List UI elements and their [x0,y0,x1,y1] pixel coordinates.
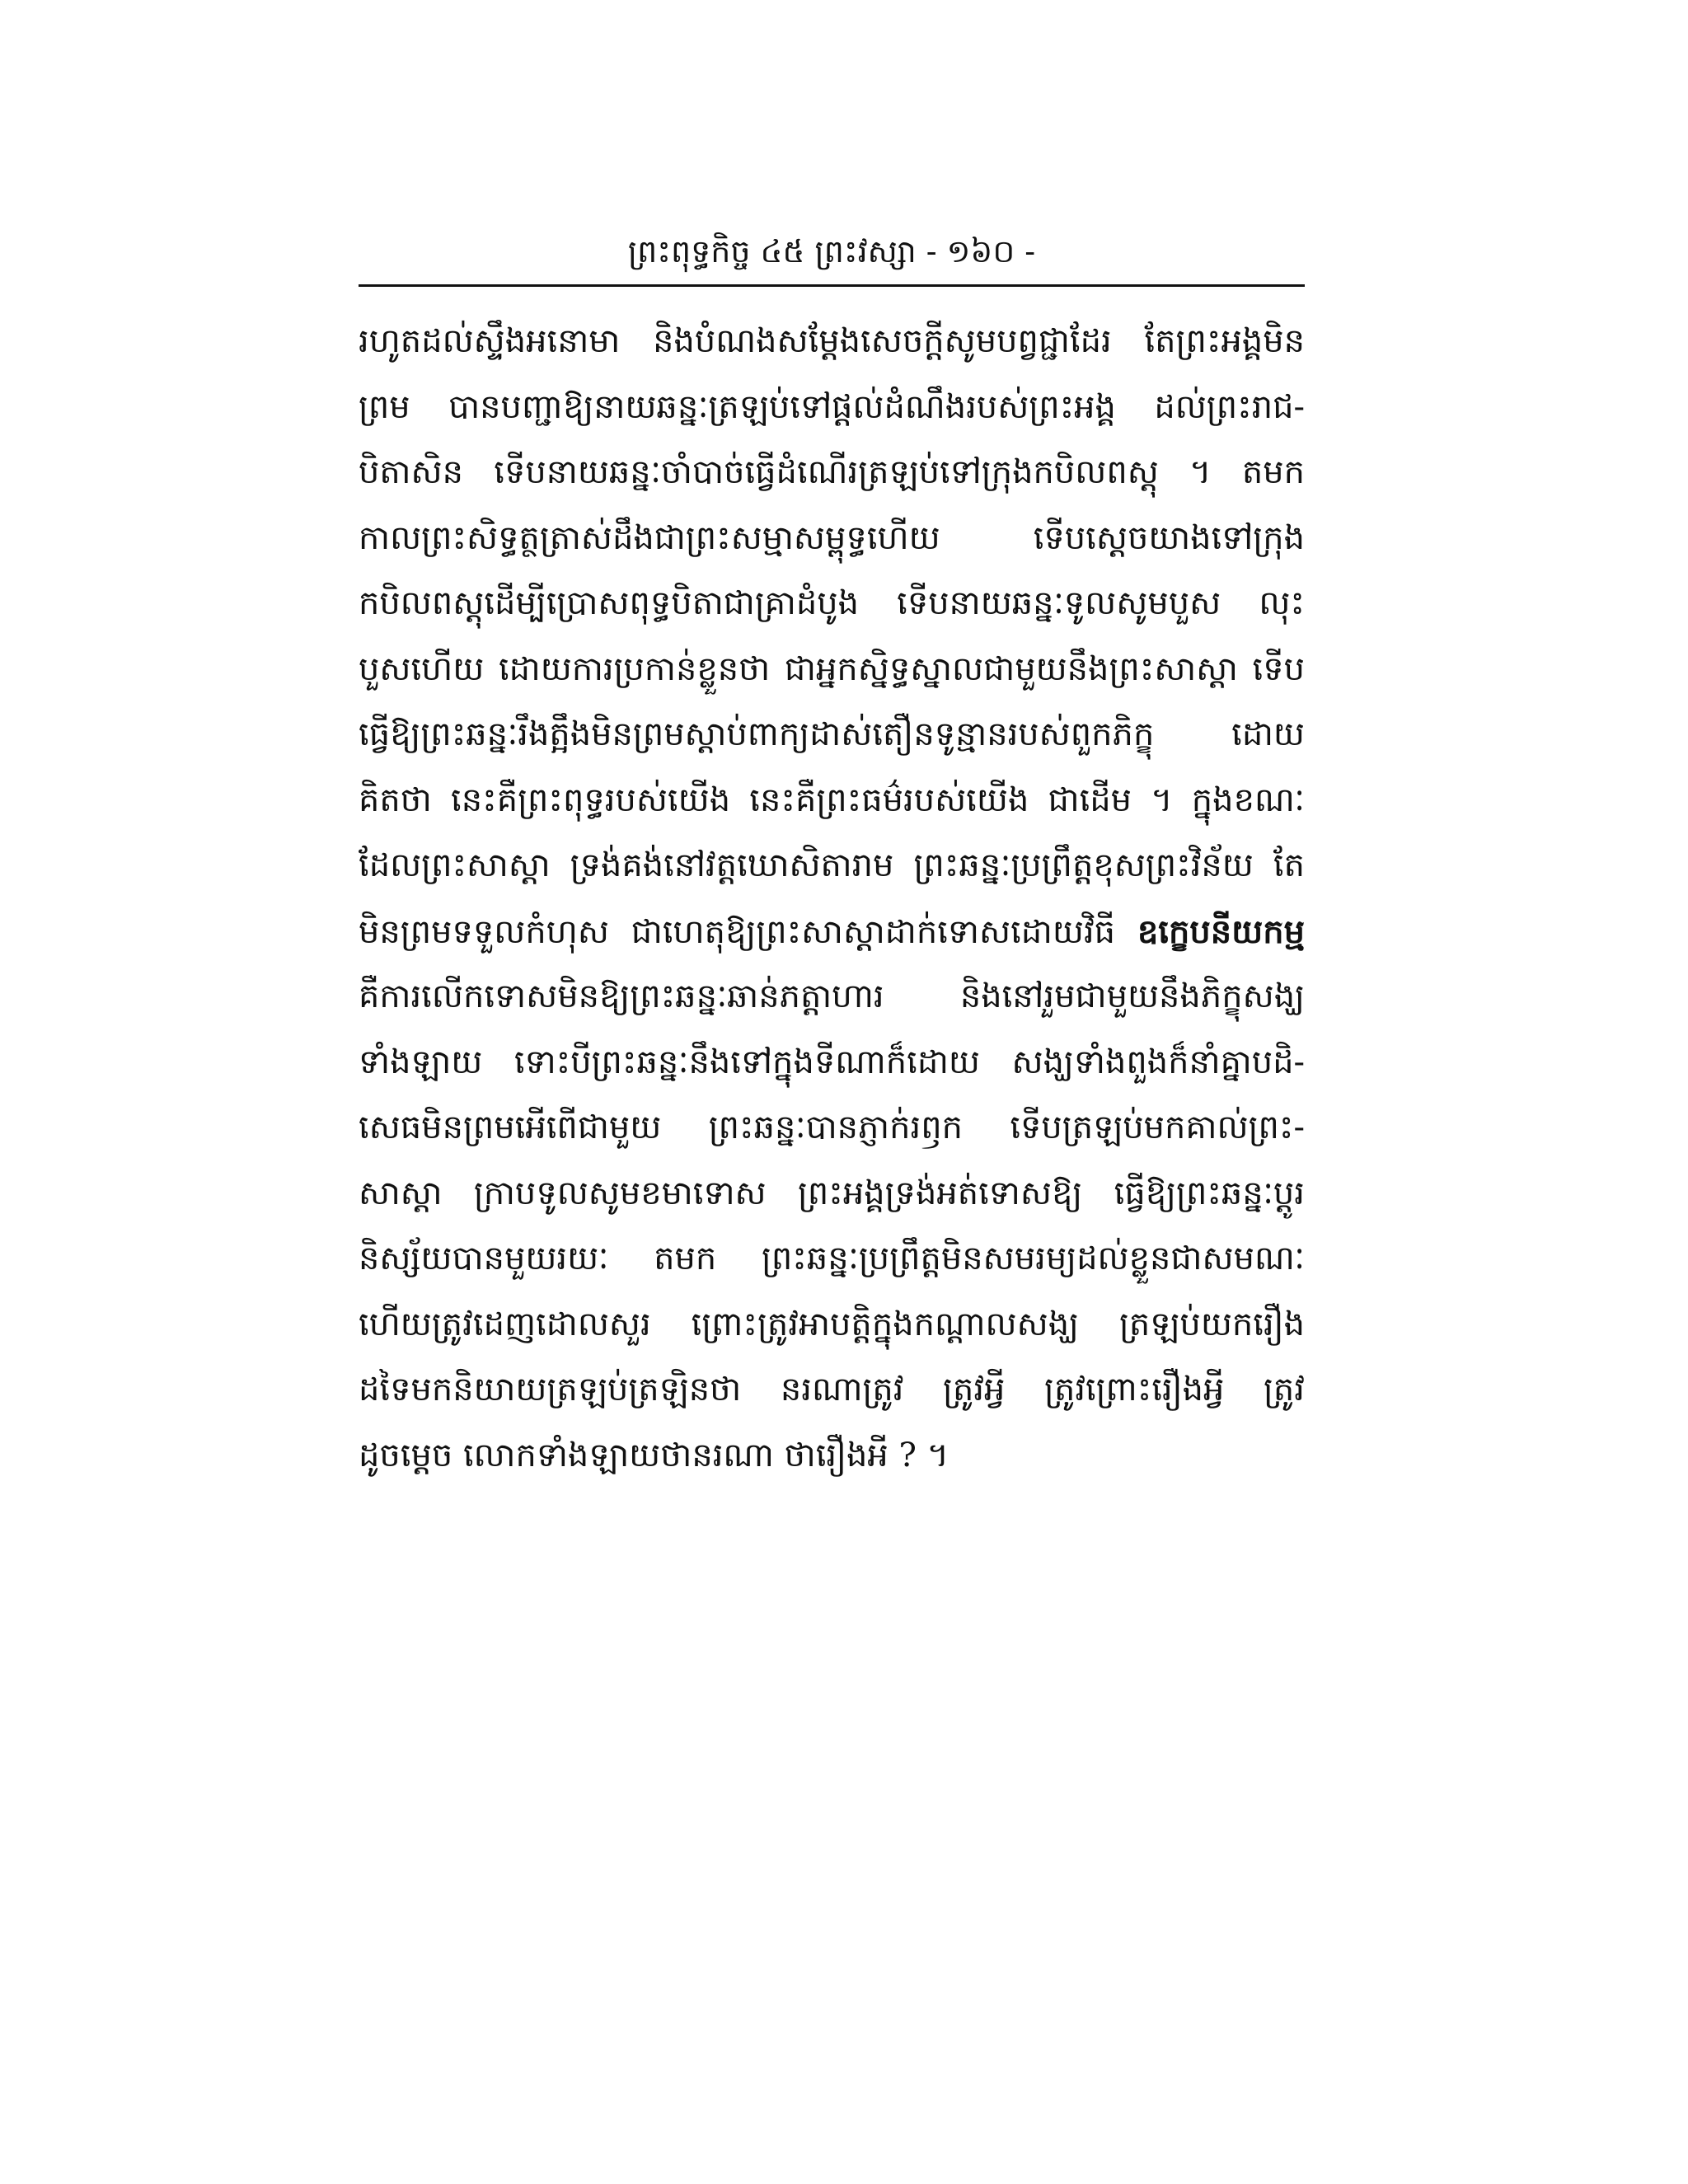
paragraph-line: ដទៃមកនិយាយត្រឡប់ត្រឡិនថា នរណាត្រូវ ត្រូវអ្វី ត្រូវព្រោះរឿងអ្វី ត្រូវ [359,1371,1305,1408]
paragraph-line [359,899,1305,965]
paragraph-line: សេធមិនព្រមអើពើជាមួយ ព្រះឆន្នៈបានភ្ញាក់រឭក ទើបត្រឡប់មកគាល់ព្រះ- [359,1108,1305,1146]
paragraph-line: ព្រម បានបញ្ជាឱ្យនាយឆន្នៈត្រឡប់ទៅផ្ដល់ដំណឹងរបស់ព្រះអង្គ ដល់ព្រះរាជ- [359,387,1305,426]
paragraph-line: រហូតដល់ស្ទឹងអនោមា និងបំណងសម្ដែងសេចក្ដីសូមបព្វជ្ជាដែរ តែព្រះអង្គមិន [359,322,1305,360]
line-text: មិនព្រមទទួលកំហុស ជាហេតុឱ្យព្រះសាស្ដាដាក់ទោសដោយវិធី [359,912,1116,951]
running-header: ព្រះពុទ្ធកិច្ច ៤៥ ព្រះវស្សា - ១៦០ - [627,233,1036,269]
paragraph-line: បិតាសិន ទើបនាយឆន្នៈចាំបាច់ធ្វើដំណើរត្រឡប់ទៅក្រុងកបិលពស្តុ ។ តមក [359,453,1305,491]
paragraph-line: និស្ស័យបានមួយរយៈ តមក ព្រះឆន្នៈប្រព្រឹត្តមិនសមរម្យដល់ខ្លួនជាសមណៈ [359,1240,1305,1277]
paragraph-line: ដូចម្ដេច លោកទាំងឡាយថានរណា ថារឿងអី ? ។ [359,1436,950,1474]
paragraph-line: ទាំងឡាយ ទោះបីព្រះឆន្នៈនឹងទៅក្នុងទីណាក៏ដោយ សង្ឃទាំងពួងក៏នាំគ្នាបដិ- [359,1043,1305,1081]
header-divider [359,284,1305,287]
paragraph-line: សាស្ដា ក្រាបទូលសូមខមាទោស ព្រះអង្គទ្រង់អត់ទោសឱ្យ ធ្វើឱ្យព្រះឆន្នៈប្ដូរ [359,1174,1305,1212]
paragraph-line: ហើយត្រូវដេញដោលសួរ ព្រោះត្រូវអាបត្តិក្នុងកណ្ដាលសង្ឃ ត្រឡប់យករឿង [359,1305,1305,1343]
paragraph-line: ធ្វើឱ្យព្រះឆន្នៈរឹងត្អឹងមិនព្រមស្ដាប់ពាក្យដាស់តឿនទូន្មានរបស់ពួកភិក្ខុ ដោយ [359,715,1305,753]
bold-term: ឧក្ខេបនីយកម្ម [1137,912,1305,951]
paragraph-line: ដែលព្រះសាស្ដា ទ្រង់គង់នៅវត្តឃោសិតារាម ព្រះឆន្នៈប្រព្រឹត្តខុសព្រះវិន័យ តែ [359,846,1305,884]
body-text [359,309,1305,1488]
paragraph-line: គិតថា នេះគឺព្រះពុទ្ធរបស់យើង នេះគឺព្រះធម៌របស់យើង ជាដើម ។ ក្នុងខណៈ [359,780,1305,819]
paragraph-line: កបិលពស្តុដើម្បីប្រោសពុទ្ធបិតាជាគ្រាដំបូង ទើបនាយឆន្នៈទូលសូមបួស លុះ [359,584,1305,622]
paragraph-line: បួសហើយ ដោយការប្រកាន់ខ្លួនថា ជាអ្នកស្និទ្ធស្នាលជាមួយនឹងព្រះសាស្ដា ទើប [359,649,1305,688]
paragraph-line: គឺការលើកទោសមិនឱ្យព្រះឆន្នៈឆាន់ភត្តាហារ និងនៅរួមជាមួយនឹងភិក្ខុសង្ឃ [359,977,1305,1015]
paragraph-line: កាលព្រះសិទ្ធត្ថត្រាស់ដឹងជាព្រះសម្មាសម្ពុទ្ធហើយ ទើបស្ដេចយាងទៅក្រុង [359,518,1305,557]
